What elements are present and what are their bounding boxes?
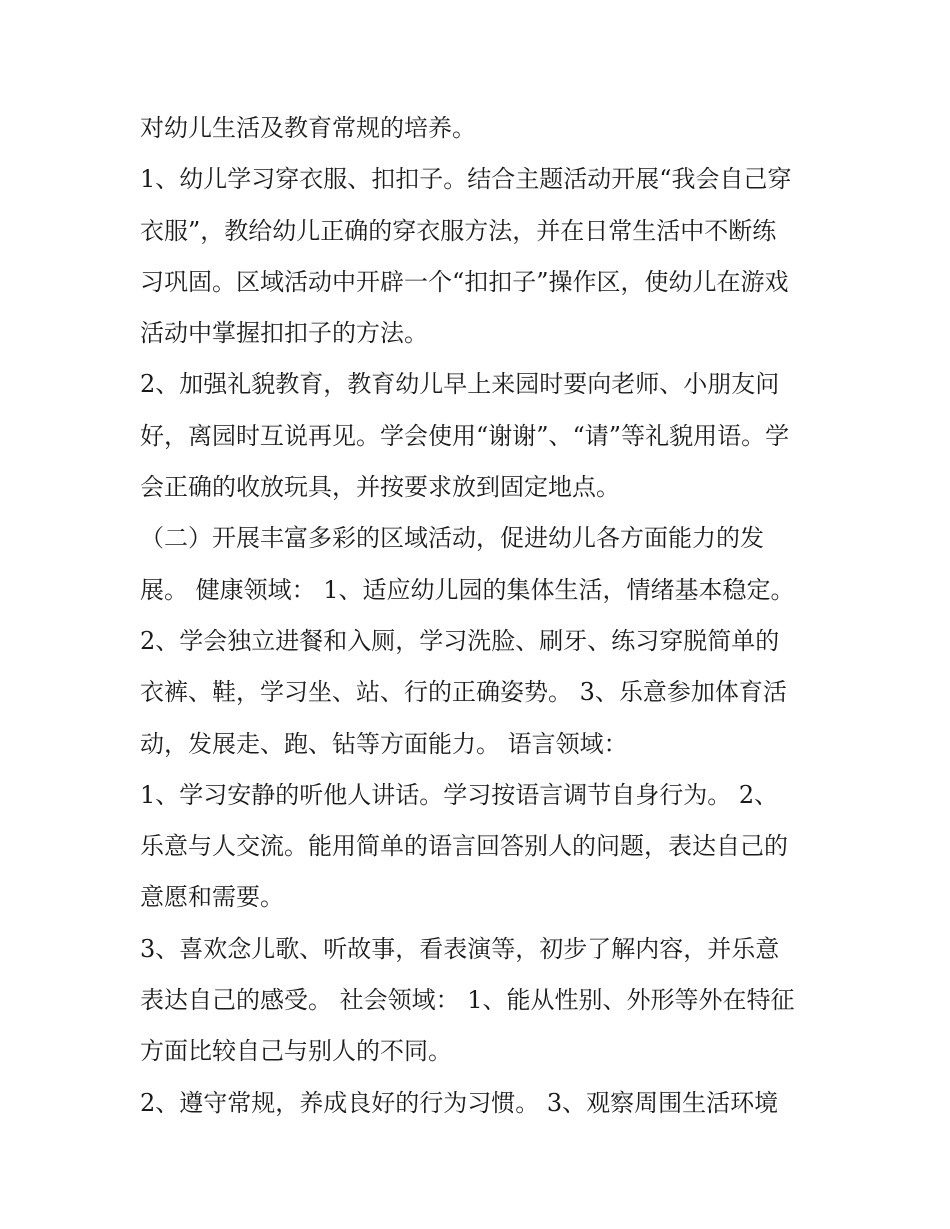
text-line: 3、喜欢念儿歌、听故事，看表演等，初步了解内容，并乐意 bbox=[140, 934, 780, 963]
text-line: 2、遵守常规，养成良好的行为习惯。 3、观察周围生活环境 bbox=[140, 1088, 779, 1117]
text-line: 衣服”，教给幼儿正确的穿衣服方法，并在日常生活中不断练 bbox=[140, 216, 777, 245]
text-line: 表达自己的感受。 社会领域： 1、能从性别、外形等外在特征 bbox=[140, 986, 795, 1015]
text-line: 会正确的收放玩具，并按要求放到固定地点。 bbox=[140, 473, 620, 502]
text-line: 乐意与人交流。能用简单的语言回答别人的问题，表达自己的 bbox=[140, 832, 788, 861]
text-line: 意愿和需要。 bbox=[140, 883, 284, 912]
text-line: 2、学会独立进餐和入厕，学习洗脸、刷牙、练习穿脱简单的 bbox=[140, 626, 780, 655]
text-line: 习巩固。区域活动中开辟一个“扣扣子”操作区，使幼儿在游戏 bbox=[140, 267, 789, 296]
body-text bbox=[140, 103, 820, 1129]
text-line: 活动中掌握扣扣子的方法。 bbox=[140, 319, 428, 348]
text-line: 方面比较自己与别人的不同。 bbox=[140, 1037, 452, 1066]
text-line: （二）开展丰富多彩的区域活动，促进幼儿各方面能力的发 bbox=[140, 524, 764, 553]
text-line: 对幼儿生活及教育常规的培养。 bbox=[140, 114, 476, 142]
text-line: 动，发展走、跑、钻等方面能力。 语言领域： bbox=[140, 729, 628, 758]
text-line: 1、学习安静的听他人讲话。学习按语言调节自身行为。 2、 bbox=[140, 780, 779, 809]
text-line: 好，离园时互说再见。学会使用“谢谢”、“请”等礼貌用语。学 bbox=[140, 421, 790, 450]
text-line: 衣裤、鞋，学习坐、站、行的正确姿势。 3、乐意参加体育活 bbox=[140, 678, 787, 707]
text-line: 1、幼儿学习穿衣服、扣扣子。结合主题活动开展“我会自己穿 bbox=[140, 165, 792, 194]
text-line: 展。 健康领域： 1、适应幼儿园的集体生活，情绪基本稳定。 bbox=[140, 575, 795, 604]
text-line: 2、加强礼貌教育，教育幼儿早上来园时要向老师、小朋友问 bbox=[140, 370, 780, 399]
